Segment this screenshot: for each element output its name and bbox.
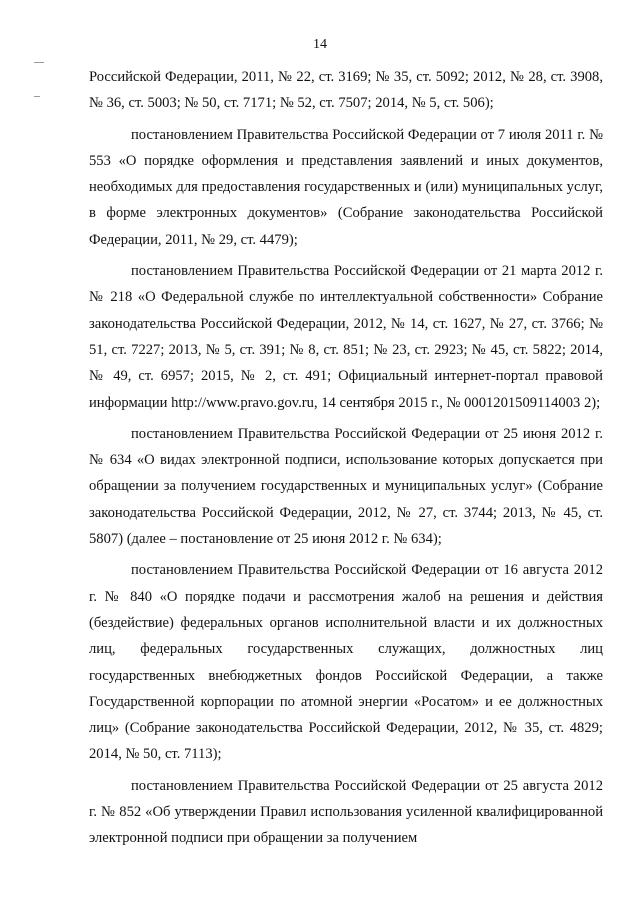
scan-edge-mark — [34, 62, 44, 63]
paragraph-resolution-553: постановлением Правительства Российской Федерации от 7 июля 2011 г. № 553 «О порядке оформления и представления заявлений и иных документов, необходимых для предоставления государственных и (или) муниципальных услуг, в форме электронных документов» (Собрание законодательства Российской Федерации, 2011, № 29, ст. 4479); — [89, 126, 603, 248]
scan-edge-mark — [34, 96, 40, 97]
page-number: 14 — [313, 37, 327, 52]
document-body — [89, 64, 603, 852]
paragraph-continuation: Российской Федерации, 2011, № 22, ст. 3169; № 35, ст. 5092; 2012, № 28, ст. 3908, № 36, ст. 5003; № 50, ст. 7171; № 52, ст. 7507; 2014, № 5, ст. 506); — [89, 69, 603, 112]
paragraph-resolution-852: постановлением Правительства Российской Федерации от 25 августа 2012 г. № 852 «Об утверждении Правил использования усиленной квалифицированной электронной подписи при обращении за получением — [89, 777, 603, 847]
paragraph-resolution-218: постановлением Правительства Российской Федерации от 21 марта 2012 г. № 218 «О Федеральной службе по интеллектуальной собственности» Собрание законодательства Российской Федерации, 2012, № 14, ст. 1627, № 27, ст. 3766; № 51, ст. 7227; 2013, № 5, ст. 391; № 8, ст. 851; № 23, ст. 2923; № 45, ст. 5822; 2014, № 49, ст. 6957; 2015, № 2, ст. 491; Официальный интернет-портал правовой информации http://www.pravo.gov.ru, 14 сентября 2015 г., № 0001201509114003 2); — [89, 263, 603, 411]
paragraph-resolution-634: постановлением Правительства Российской Федерации от 25 июня 2012 г. № 634 «О видах электронной подписи, использование которых допускается при обращении за получением государственных и муниципальных услуг» (Собрание законодательства Российской Федерации, 2012, № 27, ст. 3744; 2013, № 45, ст. 5807) (далее – постановление от 25 июня 2012 г. № 634); — [89, 425, 603, 548]
paragraph-resolution-840: постановлением Правительства Российской Федерации от 16 августа 2012 г. № 840 «О порядке подачи и рассмотрения жалоб на решения и действия (бездействие) федеральных органов исполнительной власти и их должностных лиц, федеральных государственных служащих, должностных лиц государственных внебюджетных фондов Российской Федерации, а также Государственной корпорации по атомной энергии «Росатом» и ее должностных лиц» (Собрание законодательства Российской Федерации, 2012, № 35, ст. 4829; 2014, № 50, ст. 7113); — [89, 562, 603, 763]
